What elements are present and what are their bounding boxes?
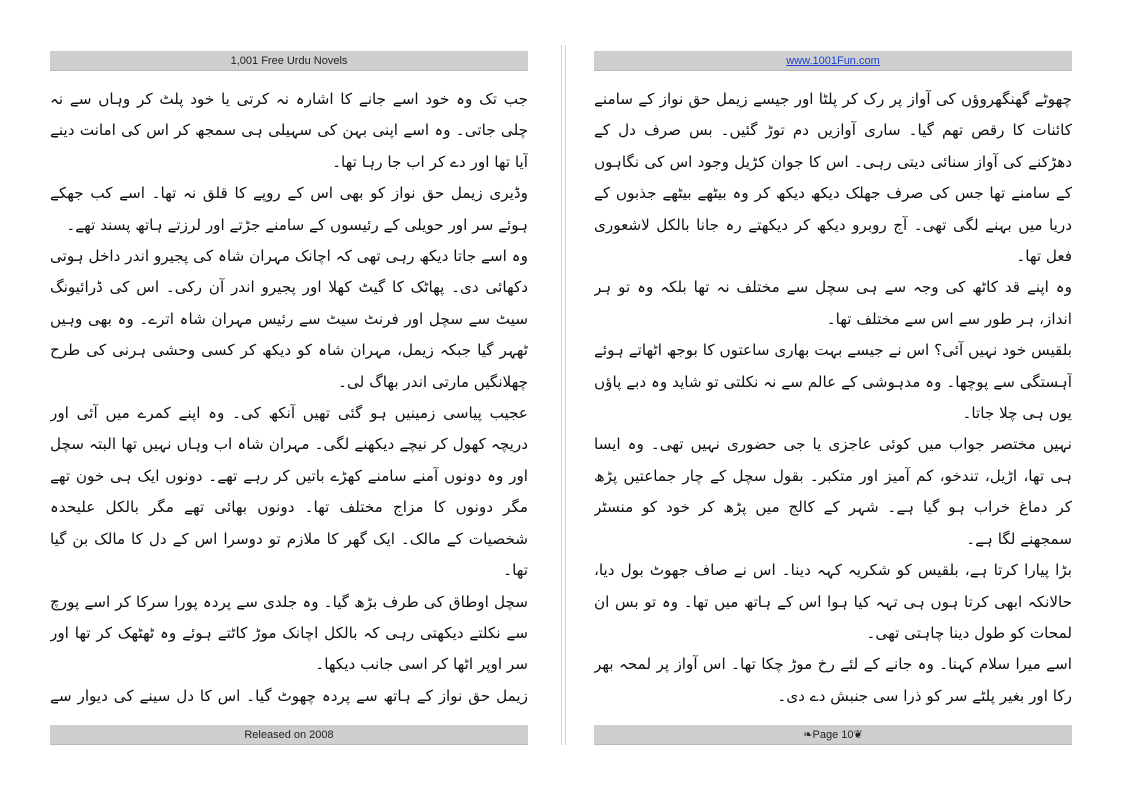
right-paragraph-1: چھوٹے گھنگھروؤں کی آواز پر رک کر پلٹا اور جیسے زیمل حق نواز کے سامنے کائنات کا رقص تھم گیا۔ ساری آوازیں دم توڑ گئیں۔ بس صرف دل کے دھڑکنے کی آواز سنائی دیتی رہی۔ اس کا جوان کڑیل وجود اس کی نگاہوں کے سامنے تھا جس کی صرف جھلک دیکھ دیکھ کر وہ بیٹھے بیٹھے جذبوں کے دریا میں بہنے لگی تھی۔ آج روبرو دیکھ کر دیکھتے رہ جانا بالکل لاشعوری فعل تھا۔	[594, 90, 1072, 266]
right-paragraph-5: بڑا پیارا کرتا ہے، بلقیس کو شکریہ کہہ دینا۔ اس نے صاف جھوٹ بول دیا، حالانکہ ابھی کرتا ہوں ہی تہہ کیا ہوا اس کے ہاتھ میں تھا۔ وہ تو بس ان لمحات کو طول دینا چاہتی تھی۔	[594, 561, 1072, 642]
left-paragraph-4: عجیب پیاسی زمینیں ہو گئی تھیں آنکھ کی۔ وہ اپنے کمرے میں آئی اور دریچہ کھول کر نیچے دیکھنے لگی۔ مہران شاہ اب وہاں نہیں تھا البتہ سچل اور وہ دونوں آمنے سامنے کھڑے باتیں کر رہے تھے۔ دونوں ایک ہی خون تھے مگر دونوں کا مزاج مختلف تھا۔ دونوں بھائی تھے مگر بالکل علیحدہ شخصیات کے مالک۔ ایک گھر کا ملازم تو دوسرا اس کے دل کا مالک بن گیا تھا۔	[50, 404, 528, 580]
right-page	[594, 50, 1072, 750]
left-page-footer: Released on 2008	[50, 725, 528, 745]
left-paragraph-6: زیمل حق نواز کے ہاتھ سے پردہ چھوٹ گیا۔ اس کا دل سینے کی دیوار سے	[50, 686, 528, 705]
right-paragraph-6: اسے میرا سلام کہنا۔ وہ جانے کے لئے رخ موڑ چکا تھا۔ اس آواز پر لمحہ بھر رکا اور بغیر پلٹے سر کو ذرا سی جنبش دے دی۔	[594, 655, 1072, 705]
site-link[interactable]: www.1001Fun.com	[786, 55, 880, 67]
left-paragraph-3: وہ اسے جاتا دیکھ رہی تھی کہ اچانک مہران شاہ کی پجیرو اندر داخل ہوتی دکھائی دی۔ پھاٹک کا گیٹ کھلا اور پجیرو اندر آن رکی۔ اس کی ڈرائیونگ سیٹ سے سچل اور فرنٹ سیٹ سے رئیس مہران شاہ اترے۔ وہ بھی وہیں ٹھہر گیا جبکہ زیمل، مہران شاہ کو دیکھ کر کسی وحشی ہرنی کی طرح چھلانگیں مارتی اندر بھاگ لی۔	[50, 247, 528, 391]
left-page	[50, 50, 528, 750]
left-paragraph-5: سچل اوطاق کی طرف بڑھ گیا۔ وہ جلدی سے پردہ پورا سرکا کر اسے پورچ سے نکلتے دیکھتی رہی کہ بالکل اچانک موڑ کاٹتے ہوئے وہ ٹھٹھک کر تھا اور سر اوپر اٹھا کر اسی جانب دیکھا۔	[50, 592, 528, 674]
page-number-ornament-left: ❧	[803, 729, 813, 741]
page-number: Page 10	[812, 729, 854, 741]
left-paragraph-2: وڈیری زیمل حق نواز کو بھی اس کے روپے کا قلق نہ تھا۔ اسے کب جھکے ہوئے سر اور حویلی کے رئیسوں کے سامنے جڑتے اور لرزتے ہاتھ پسند تھے۔	[50, 184, 528, 234]
right-page-header	[594, 51, 1072, 71]
center-gutter-divider-2	[565, 45, 566, 745]
right-paragraph-7	[594, 712, 1072, 716]
right-page-footer	[594, 725, 1072, 745]
right-page-body	[594, 84, 1072, 716]
right-paragraph-2: وہ اپنے قد کاٹھ کی وجہ سے ہی سچل سے مختلف نہ تھا بلکہ وہ تو ہر انداز، ہر طور سے اس سے مختلف تھا۔	[594, 278, 1072, 328]
left-page-header: 1,001 Free Urdu Novels	[50, 51, 528, 71]
right-paragraph-3: بلقیس خود نہیں آئی؟ اس نے جیسے بہت بھاری ساعتوں کا بوجھ اٹھاتے ہوئے آہستگی سے پوچھا۔ وہ مدہوشی کے عالم سے نہ نکلتی تو شاید وہ دبے پاؤں یوں ہی چلا جاتا۔	[594, 341, 1072, 423]
right-paragraph-4: نہیں مختصر جواب میں کوئی عاجزی یا جی حضوری نہیں تھی۔ وہ ایسا ہی تھا، اڑیل، تندخو، کم آمیز اور متکبر۔ بقول سچل کے چار جماعتیں پڑھ کر دماغ خراب ہو گیا ہے۔ شہر کے کالج میں پڑھ کر خود کو منسٹر سمجھنے لگا ہے۔	[594, 435, 1072, 548]
center-gutter-divider	[561, 45, 562, 745]
left-paragraph-1: جب تک وہ خود اسے جانے کا اشارہ نہ کرتی یا خود پلٹ کر وہاں سے نہ چلی جاتی۔ وہ اسے اپنی بہن کی سہیلی ہی سمجھ کر اس کی امانت دینے آیا تھا اور دے کر اب جا رہا تھا۔	[50, 90, 528, 171]
left-page-body	[50, 84, 528, 716]
page-number-ornament-right: ❦	[853, 729, 863, 741]
